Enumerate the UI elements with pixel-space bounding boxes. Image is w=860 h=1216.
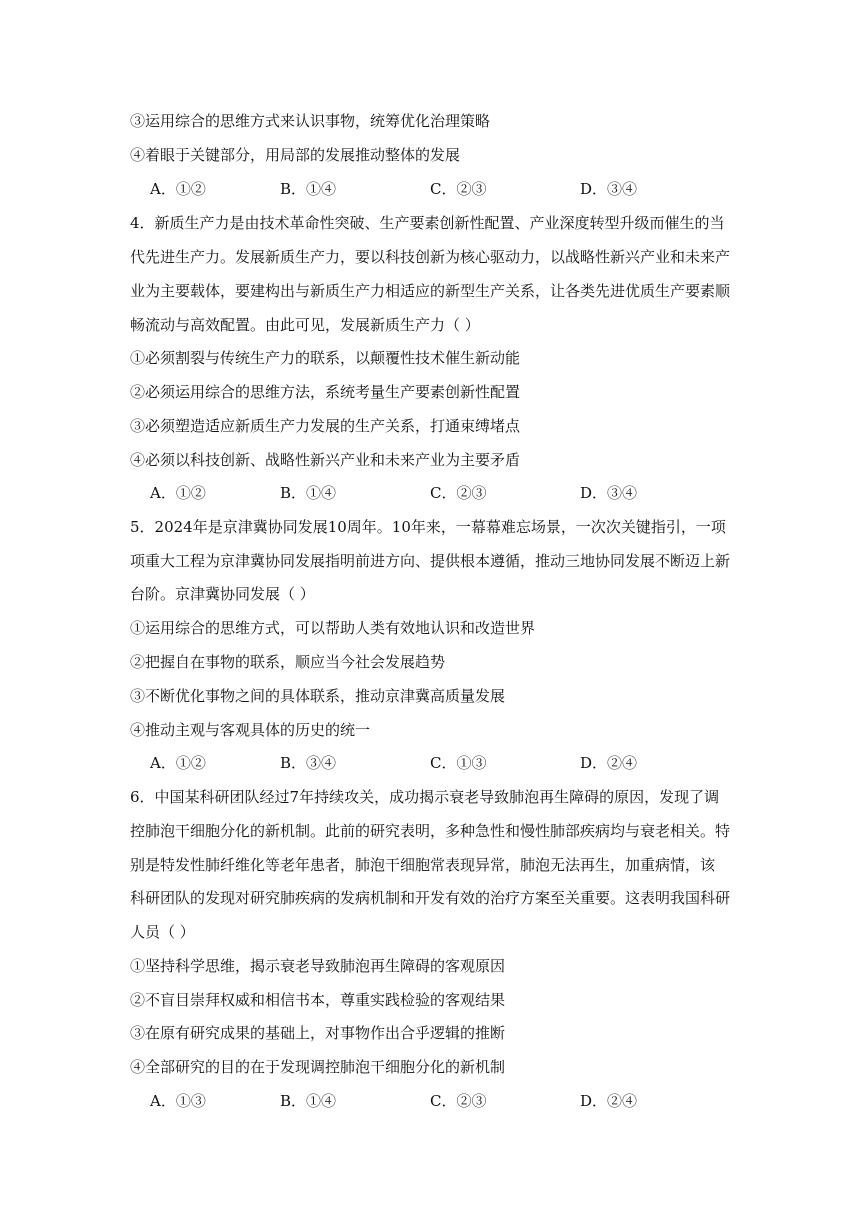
q6-options xyxy=(150,1091,710,1111)
q4-stem-line-2: 代先进生产力。发展新质生产力，要以科技创新为核心驱动力，以战略性新兴产业和未来产 xyxy=(130,248,731,266)
q5-option-c: C．①③ xyxy=(430,754,487,772)
q5-stem-line-2: 项重大工程为京津冀协同发展指明前进方向、提供根本遵循，推动三地协同发展不断迈上新 xyxy=(130,552,731,570)
q4-item-4: ④必须以科技创新、战略性新兴产业和未来产业为主要矛盾 xyxy=(130,451,521,469)
q4-stem-line-3: 业为主要载体，要建构出与新质生产力相适应的新型生产关系，让各类先进优质生产要素顺 xyxy=(130,282,731,300)
q5-stem-line-1: 5．2024年是京津冀协同发展10周年。10年来，一幕幕难忘场景，一次次关键指引，一项 xyxy=(130,518,726,536)
q4-option-d: D．③④ xyxy=(580,484,638,502)
q4-item-2: ②必须运用综合的思维方法，系统考量生产要素创新性配置 xyxy=(130,383,521,401)
q4-option-c: C．②③ xyxy=(430,484,487,502)
q3-option-a: A．①② xyxy=(150,180,206,198)
q4-stem-line-1: 4．新质生产力是由技术革命性突破、生产要素创新性配置、产业深度转型升级而催生的当 xyxy=(130,214,725,232)
q6-stem-line-2: 控肺泡干细胞分化的新机制。此前的研究表明，多种急性和慢性肺部疾病均与衰老相关。特 xyxy=(130,822,731,840)
q4-item-3: ③必须塑造适应新质生产力发展的生产关系，打通束缚堵点 xyxy=(130,417,521,435)
q6-option-a: A．①③ xyxy=(150,1092,206,1110)
q4-options xyxy=(150,483,710,503)
q6-stem-line-1: 6．中国某科研团队经过7年持续攻关，成功揭示衰老导致肺泡再生障碍的原因，发现了调 xyxy=(130,788,720,806)
q5-item-2: ②把握自在事物的联系，顺应当今社会发展趋势 xyxy=(130,653,446,671)
q6-stem-line-3: 别是特发性肺纤维化等老年患者，肺泡干细胞常表现异常，肺泡无法再生，加重病情，该 xyxy=(130,856,716,874)
q4-option-b: B．①④ xyxy=(280,484,337,502)
q6-stem-line-5: 人员（ ） xyxy=(130,923,195,941)
q4-option-a: A．①② xyxy=(150,484,206,502)
q3-item-4: ④着眼于关键部分，用局部的发展推动整体的发展 xyxy=(130,146,461,164)
q3-option-b: B．①④ xyxy=(280,180,337,198)
q6-option-c: C．②③ xyxy=(430,1092,487,1110)
q4-item-1: ①必须割裂与传统生产力的联系，以颠覆性技术催生新动能 xyxy=(130,349,521,367)
q5-option-a: A．①② xyxy=(150,754,206,772)
q6-item-3: ③在原有研究成果的基础上，对事物作出合乎逻辑的推断 xyxy=(130,1024,506,1042)
q6-item-2: ②不盲目崇拜权威和相信书本，尊重实践检验的客观结果 xyxy=(130,991,506,1009)
q5-item-3: ③不断优化事物之间的具体联系，推动京津冀高质量发展 xyxy=(130,687,506,705)
q3-item-3: ③运用综合的思维方式来认识事物，统筹优化治理策略 xyxy=(130,112,491,130)
q5-option-b: B．③④ xyxy=(280,754,337,772)
q6-option-d: D．②④ xyxy=(580,1092,638,1110)
q3-options xyxy=(150,179,710,199)
q4-stem-line-4: 畅流动与高效配置。由此可见，发展新质生产力（ ） xyxy=(130,316,480,334)
q6-option-b: B．①④ xyxy=(280,1092,337,1110)
q6-stem-line-4: 科研团队的发现对研究肺疾病的发病机制和开发有效的治疗方案至关重要。这表明我国科研 xyxy=(130,889,731,907)
q3-option-c: C．②③ xyxy=(430,180,487,198)
q5-stem-line-3: 台阶。京津冀协同发展（ ） xyxy=(130,585,315,603)
q5-item-4: ④推动主观与客观具体的历史的统一 xyxy=(130,721,371,739)
q3-option-d: D．③④ xyxy=(580,180,638,198)
q5-item-1: ①运用综合的思维方式，可以帮助人类有效地认识和改造世界 xyxy=(130,619,536,637)
q6-item-1: ①坚持科学思维，揭示衰老导致肺泡再生障碍的客观原因 xyxy=(130,957,506,975)
q5-option-d: D．②④ xyxy=(580,754,638,772)
q6-item-4: ④全部研究的目的在于发现调控肺泡干细胞分化的新机制 xyxy=(130,1058,506,1076)
q5-options xyxy=(150,753,710,773)
